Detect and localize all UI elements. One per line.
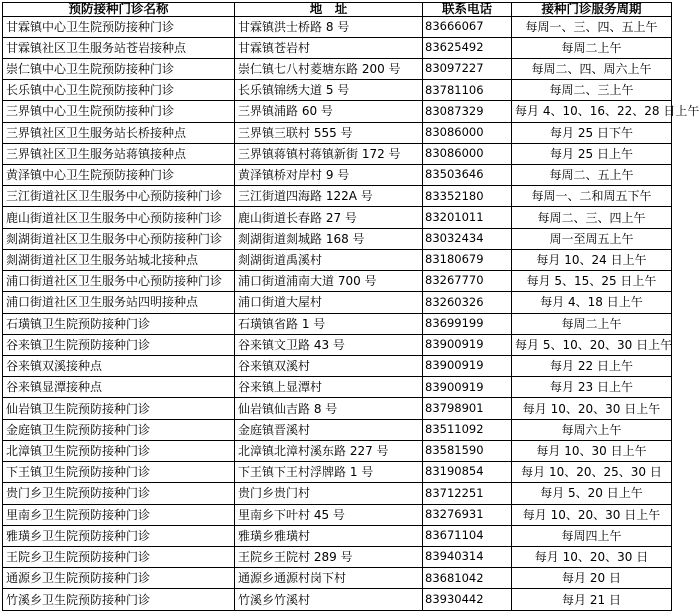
header-address: 地 址 (235, 3, 423, 17)
address-cell: 甘霖镇苍岩村 (235, 37, 423, 58)
address-cell: 里南乡下叶村 45 号 (235, 504, 423, 525)
phone-cell: 83940314 (423, 546, 512, 567)
address-cell: 剡湖街道剡城路 168 号 (235, 228, 423, 249)
table-row (3, 186, 672, 207)
schedule-cell: 每月 10、20、30 日 (512, 546, 672, 567)
schedule-cell: 每月 4、18 日上午 (512, 292, 672, 313)
clinic-name-cell: 三界镇社区卫生服务站蒋镇接种点 (3, 143, 235, 164)
phone-cell: 83625492 (423, 37, 512, 58)
table-row (3, 249, 672, 270)
table-row (3, 546, 672, 567)
address-cell: 谷来镇文卫路 43 号 (235, 334, 423, 355)
table-row (3, 228, 672, 249)
address-cell: 三界镇三联村 555 号 (235, 122, 423, 143)
schedule-cell: 每月 5、15、25 日上午 (512, 271, 672, 292)
schedule-cell: 每周二上午 (512, 313, 672, 334)
table-row (3, 207, 672, 228)
phone-cell: 83900919 (423, 377, 512, 398)
schedule-cell: 每月 25 日上午 (512, 143, 672, 164)
phone-cell: 83798901 (423, 398, 512, 419)
clinic-name-cell: 崇仁镇中心卫生院预防接种门诊 (3, 58, 235, 79)
address-cell: 石璜镇省路 1 号 (235, 313, 423, 334)
phone-cell: 83503646 (423, 165, 512, 186)
schedule-cell: 每周二、三、四上午 (512, 207, 672, 228)
phone-cell: 83180679 (423, 249, 512, 270)
address-cell: 三江街道四海路 122A 号 (235, 186, 423, 207)
table-row (3, 165, 672, 186)
schedule-cell: 每周四上午 (512, 525, 672, 546)
table-row (3, 292, 672, 313)
clinic-name-cell: 谷来镇卫生院预防接种门诊 (3, 334, 235, 355)
phone-cell: 83032434 (423, 228, 512, 249)
clinic-name-cell: 里南乡卫生院预防接种门诊 (3, 504, 235, 525)
phone-cell: 83276931 (423, 504, 512, 525)
address-cell: 金庭镇晋溪村 (235, 419, 423, 440)
clinic-name-cell: 甘霖镇社区卫生服务站苍岩接种点 (3, 37, 235, 58)
schedule-cell: 每月 5、10、20、30 日上午 (512, 334, 672, 355)
address-cell: 雅璜乡雅璜村 (235, 525, 423, 546)
phone-cell: 83900919 (423, 334, 512, 355)
schedule-cell: 每周二、三上午 (512, 80, 672, 101)
clinic-name-cell: 三界镇中心卫生院预防接种门诊 (3, 101, 235, 122)
address-cell: 浦口街道浦南大道 700 号 (235, 271, 423, 292)
table-row (3, 398, 672, 419)
schedule-cell: 每月 21 日 (512, 589, 672, 611)
schedule-cell: 每周一、二和周五下午 (512, 186, 672, 207)
address-cell: 仙岩镇仙吉路 8 号 (235, 398, 423, 419)
table-row (3, 419, 672, 440)
table-row (3, 356, 672, 377)
header-phone: 联系电话 (423, 3, 512, 17)
clinic-name-cell: 北漳镇卫生院预防接种门诊 (3, 440, 235, 461)
schedule-cell: 每月 4、10、16、22、28 日上午 (512, 101, 672, 122)
table-body (3, 16, 699, 611)
phone-cell: 83086000 (423, 122, 512, 143)
phone-cell: 83666067 (423, 16, 512, 37)
table-row (3, 313, 672, 334)
table-row (3, 525, 672, 546)
clinic-name-cell: 谷来镇显潭接种点 (3, 377, 235, 398)
schedule-cell: 每月 10、20、30 日上午 (512, 504, 672, 525)
table-row (3, 143, 672, 164)
phone-cell: 83190854 (423, 462, 512, 483)
table-row (3, 504, 672, 525)
table-row (3, 101, 672, 122)
header-row (3, 3, 672, 17)
schedule-cell: 每月 10、30 日上午 (512, 440, 672, 461)
table-row (3, 334, 672, 355)
table-row (3, 483, 672, 504)
schedule-cell: 每月 22 日上午 (512, 356, 672, 377)
clinic-name-cell: 下王镇卫生院预防接种门诊 (3, 462, 235, 483)
table-row (3, 37, 672, 58)
table-row (3, 440, 672, 461)
table-row (3, 589, 672, 611)
address-cell: 下王镇下王村浮牌路 1 号 (235, 462, 423, 483)
clinic-name-cell: 浦口街道社区卫生服务站四明接种点 (3, 292, 235, 313)
clinic-name-cell: 浦口街道社区卫生服务中心预防接种门诊 (3, 271, 235, 292)
schedule-cell: 每月 10、20、25、30 日 (512, 462, 672, 483)
phone-cell: 83511092 (423, 419, 512, 440)
schedule-cell: 每月 10、20、30 日上午 (512, 398, 672, 419)
address-cell: 三界镇浦路 60 号 (235, 101, 423, 122)
address-cell: 谷来镇上显潭村 (235, 377, 423, 398)
phone-cell: 83681042 (423, 568, 512, 589)
address-cell: 王院乡王院村 289 号 (235, 546, 423, 567)
table-row (3, 271, 672, 292)
clinic-name-cell: 三界镇社区卫生服务站长桥接种点 (3, 122, 235, 143)
clinic-name-cell: 谷来镇双溪接种点 (3, 356, 235, 377)
clinic-name-cell: 剡湖街道社区卫生服务站城北接种点 (3, 249, 235, 270)
table-row (3, 16, 672, 37)
schedule-cell: 每月 10、24 日上午 (512, 249, 672, 270)
phone-cell: 83781106 (423, 80, 512, 101)
address-cell: 崇仁镇七八村菱塘东路 200 号 (235, 58, 423, 79)
phone-cell: 83352180 (423, 186, 512, 207)
address-cell: 竹溪乡竹溪村 (235, 589, 423, 611)
schedule-cell: 每月 23 日上午 (512, 377, 672, 398)
clinic-name-cell: 长乐镇中心卫生院预防接种门诊 (3, 80, 235, 101)
phone-cell: 83267770 (423, 271, 512, 292)
clinic-name-cell: 三江街道社区卫生服务中心预防接种门诊 (3, 186, 235, 207)
clinic-name-cell: 金庭镇卫生院预防接种门诊 (3, 419, 235, 440)
clinic-name-cell: 鹿山街道社区卫生服务中心预防接种门诊 (3, 207, 235, 228)
table-row (3, 80, 672, 101)
table-row (3, 462, 672, 483)
address-cell: 贵门乡贵门村 (235, 483, 423, 504)
address-cell: 黄泽镇桥对岸村 9 号 (235, 165, 423, 186)
clinic-name-cell: 贵门乡卫生院预防接种门诊 (3, 483, 235, 504)
clinic-name-cell: 王院乡卫生院预防接种门诊 (3, 546, 235, 567)
address-cell: 三界镇蒋镇村蒋镇新街 172 号 (235, 143, 423, 164)
phone-cell: 83581590 (423, 440, 512, 461)
header-service-schedule: 接种门诊服务周期 (512, 3, 672, 17)
clinic-name-cell: 甘霖镇中心卫生院预防接种门诊 (3, 16, 235, 37)
clinic-name-cell: 剡湖街道社区卫生服务中心预防接种门诊 (3, 228, 235, 249)
address-cell: 剡湖街道禹溪村 (235, 249, 423, 270)
address-cell: 浦口街道大屋村 (235, 292, 423, 313)
clinic-name-cell: 竹溪乡卫生院预防接种门诊 (3, 589, 235, 611)
table-row (3, 568, 672, 589)
address-cell: 长乐镇锦绣大道 5 号 (235, 80, 423, 101)
clinic-name-cell: 仙岩镇卫生院预防接种门诊 (3, 398, 235, 419)
schedule-cell: 每月 20 日 (512, 568, 672, 589)
phone-cell: 83260326 (423, 292, 512, 313)
clinic-name-cell: 雅璜乡卫生院预防接种门诊 (3, 525, 235, 546)
clinic-name-cell: 黄泽镇中心卫生院预防接种门诊 (3, 165, 235, 186)
schedule-cell: 每周一、三、四、五上午 (512, 16, 672, 37)
address-cell: 北漳镇北漳村溪东路 227 号 (235, 440, 423, 461)
phone-cell: 83086000 (423, 143, 512, 164)
phone-cell: 83201011 (423, 207, 512, 228)
address-cell: 鹿山街道长春路 27 号 (235, 207, 423, 228)
phone-cell: 83712251 (423, 483, 512, 504)
table-row (3, 122, 672, 143)
phone-cell: 83671104 (423, 525, 512, 546)
schedule-cell: 每月 5、20 日上午 (512, 483, 672, 504)
phone-cell: 83699199 (423, 313, 512, 334)
schedule-cell: 每周二、五上午 (512, 165, 672, 186)
phone-cell: 83087329 (423, 101, 512, 122)
schedule-cell: 周一至周五上午 (512, 228, 672, 249)
schedule-cell: 每周二、四、周六上午 (512, 58, 672, 79)
address-cell: 谷来镇双溪村 (235, 356, 423, 377)
phone-cell: 83900919 (423, 356, 512, 377)
schedule-cell: 每月 25 日下午 (512, 122, 672, 143)
table-row (3, 58, 672, 79)
clinic-table (2, 1, 699, 611)
phone-cell: 83930442 (423, 589, 512, 611)
address-cell: 通源乡通源村岗下村 (235, 568, 423, 589)
header-clinic-name: 预防接种门诊名称 (3, 3, 235, 17)
clinic-name-cell: 石璜镇卫生院预防接种门诊 (3, 313, 235, 334)
address-cell: 甘霖镇洪士桥路 8 号 (235, 16, 423, 37)
clinic-name-cell: 通源乡卫生院预防接种门诊 (3, 568, 235, 589)
schedule-cell: 每周二上午 (512, 37, 672, 58)
phone-cell: 83097227 (423, 58, 512, 79)
schedule-cell: 每周六上午 (512, 419, 672, 440)
table-row (3, 377, 672, 398)
